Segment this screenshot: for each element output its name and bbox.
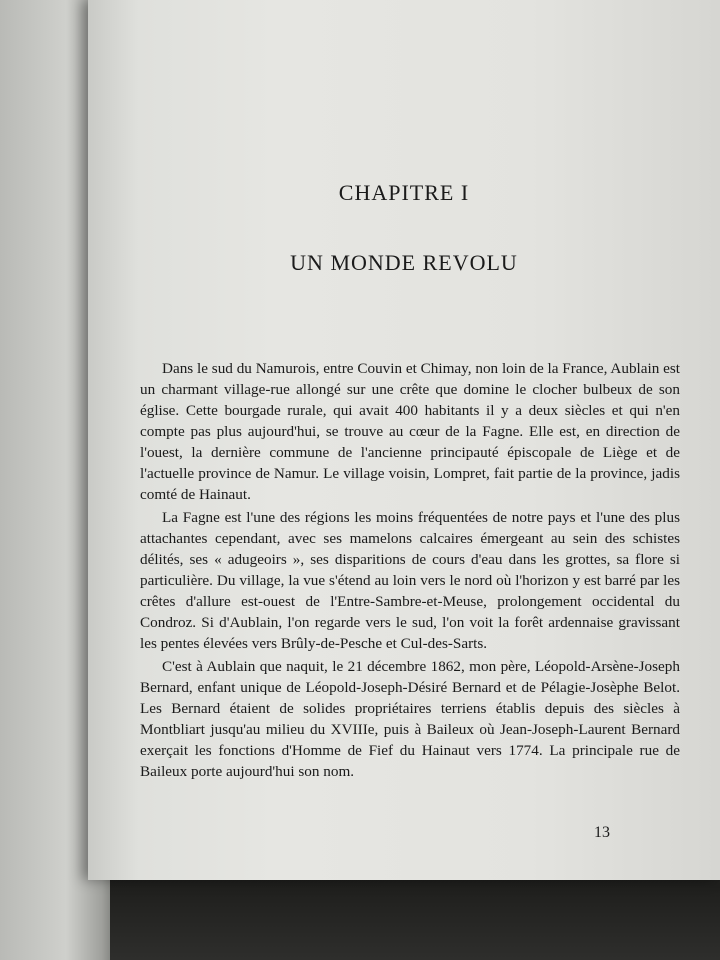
paragraph: La Fagne est l'une des régions les moins fréquentées de notre pays et l'une des plus attachantes cependant, avec ses mamelons calcaires émergeant au sein des schistes délités, ses « adugeoirs », ses disparitions de cours d'eau dans les grottes, sa flore si particulière. Du village, la vue s'étend au loin vers le nord où l'horizon y est barré par les crêtes d'allure est-ouest de l'Entre-Sambre-et-Meuse, prolongement occidental du Condroz. Si d'Aublain, l'on regarde vers le sud, l'on voit la forêt ardennaise gravissant les pentes élevées vers Brûly-de-Pesche et Cul-des-Sarts. bbox=[140, 509, 680, 652]
body-text bbox=[140, 358, 680, 782]
paragraph: Dans le sud du Namurois, entre Couvin et Chimay, non loin de la France, Aublain est un charmant village-rue allongé sur une crête que domine le clocher bulbeux de son église. Cette bourgade rurale, qui avait 400 habitants il y a deux siècles et qui n'en compte pas plus aujourd'hui, se trouve au cœur de la Fagne. Elle est, en direction de l'ouest, la dernière commune de l'ancienne principauté épiscopale de Liège et de l'actuelle province de Namur. Le village voisin, Lompret, fait partie de la province, jadis comté de Hainaut. bbox=[140, 360, 680, 503]
paragraph: C'est à Aublain que naquit, le 21 décembre 1862, mon père, Léopold-Arsène-Joseph Bernard, enfant unique de Léopold-Joseph-Désiré Bernard et de Pélagie-Josèphe Belot. Les Bernard étaient de solides propriétaires terriens établis depuis des siècles à Montbliart jusqu'au milieu du XVIIIe, puis à Baileux où Jean-Joseph-Laurent Bernard exerçait les fonctions d'Homme de Fief du Hainaut vers 1774. La principale rue de Baileux porte aujourd'hui son nom. bbox=[140, 658, 680, 780]
book-edge bbox=[110, 870, 720, 960]
page-number: 13 bbox=[594, 824, 610, 841]
book-page bbox=[88, 0, 720, 880]
chapter-heading: CHAPITRE I bbox=[338, 180, 470, 205]
chapter-title: UN MONDE REVOLU bbox=[290, 250, 518, 275]
